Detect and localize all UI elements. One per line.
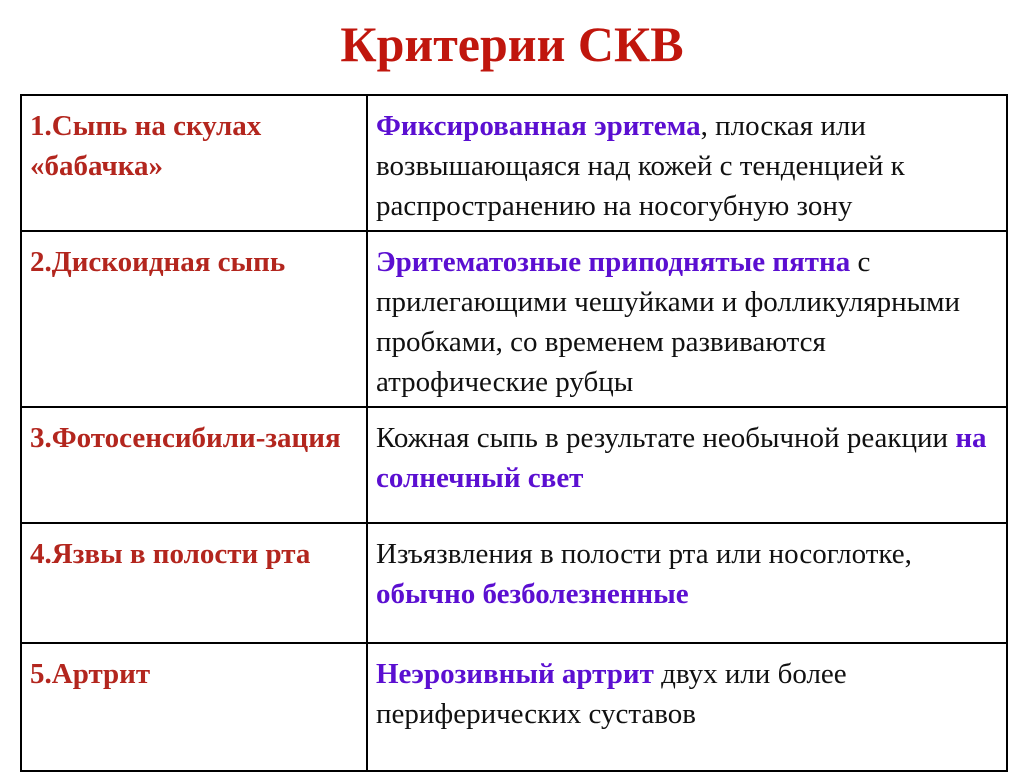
description-text: с прилегающими чешуйками и фолликулярными пробками, со временем развиваются атрофические рубцы <box>376 246 960 398</box>
criterion-description <box>367 523 1007 643</box>
criterion-name: 4.Язвы в полости рта <box>21 523 367 643</box>
table-row <box>21 231 1007 407</box>
table-row <box>21 643 1007 771</box>
criterion-description <box>367 643 1007 771</box>
criteria-table <box>20 94 1008 772</box>
description-text: , плоская или возвышающаяся над кожей с тенденцией к распространению на носогубную зону <box>376 110 905 222</box>
criterion-name: 5.Артрит <box>21 643 367 771</box>
table-row <box>21 95 1007 231</box>
table-row <box>21 523 1007 643</box>
criterion-name: 1.Сыпь на скулах «бабачка» <box>21 95 367 231</box>
description-text: двух или более периферических суставов <box>376 658 847 730</box>
criterion-name: 2.Дискоидная сыпь <box>21 231 367 407</box>
description-highlight: Эритематозные приподнятые пятна <box>376 246 851 278</box>
description-text: Изъязвления в полости рта или носоглотке, <box>376 538 912 570</box>
description-highlight: Неэрозивный артрит <box>376 658 654 690</box>
description-highlight: на солнечный свет <box>376 422 987 494</box>
table-row <box>21 407 1007 523</box>
slide-title: Критерии СКВ <box>340 16 684 72</box>
description-highlight: обычно безболезненные <box>376 578 689 610</box>
description-highlight: Фиксированная эритема <box>376 110 701 142</box>
criterion-name: 3.Фотосенсибили-зация <box>21 407 367 523</box>
criterion-description <box>367 231 1007 407</box>
description-text: Кожная сыпь в результате необычной реакции <box>376 422 956 454</box>
criterion-description <box>367 95 1007 231</box>
criterion-description <box>367 407 1007 523</box>
